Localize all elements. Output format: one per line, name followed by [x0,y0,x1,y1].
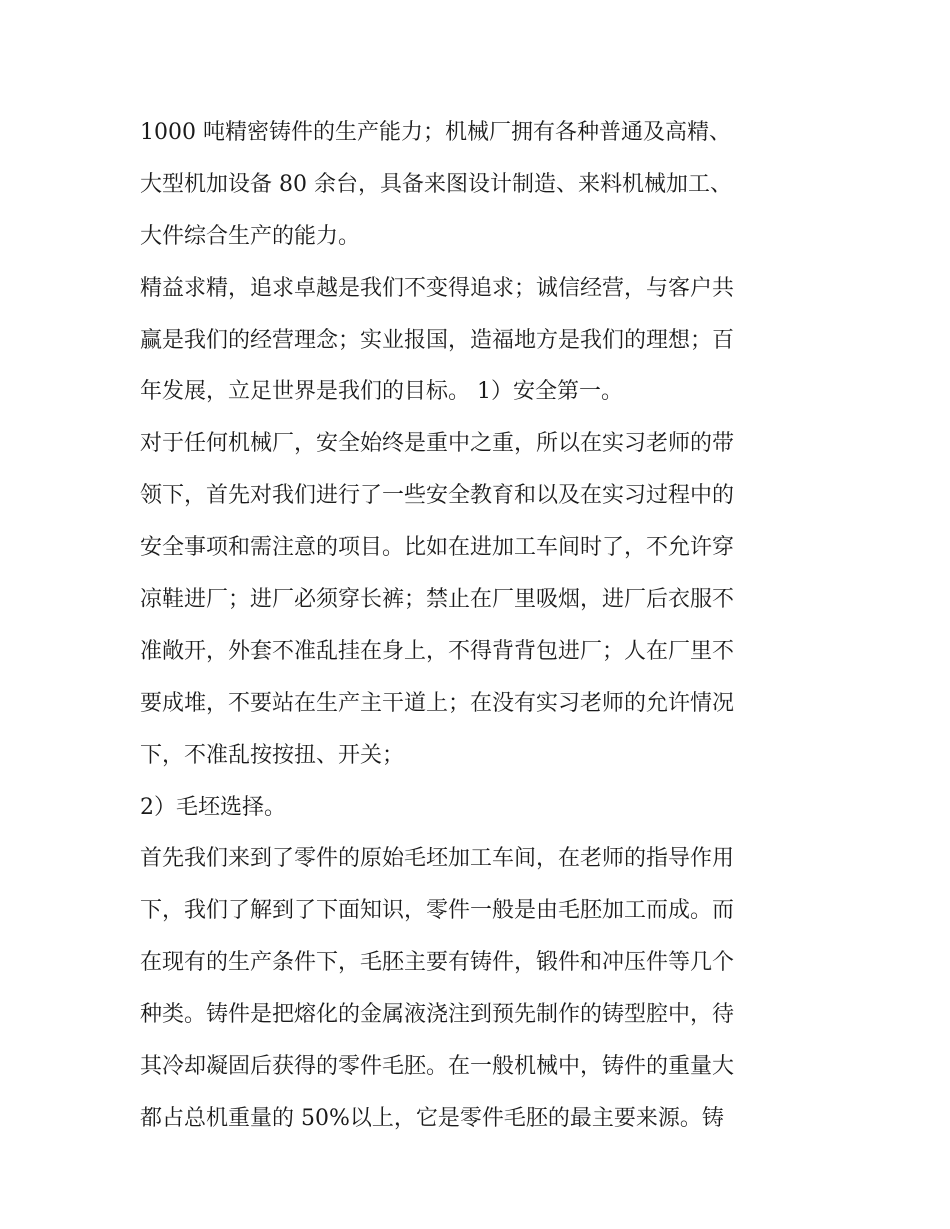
text-line: 对于任何机械厂，安全始终是重中之重，所以在实习老师的带 [140,431,735,457]
text-line: 大件综合生产的能力。 [140,223,361,249]
text-line: 凉鞋进厂；进厂必须穿长裤；禁止在厂里吸烟，进厂后衣服不 [140,587,735,613]
text-line: 准敞开，外套不准乱挂在身上，不得背背包进厂；人在厂里不 [140,638,735,664]
text-line: 赢是我们的经营理念；实业报国，造福地方是我们的理想；百 [140,327,735,353]
text-line: 首先我们来到了零件的原始毛坯加工车间，在老师的指导作用 [140,846,735,872]
text-line: 领下，首先对我们进行了一些安全教育和以及在实习过程中的 [140,483,735,509]
text-line: 都占总机重量的 50%以上，它是零件毛胚的最主要来源。铸 [140,1105,724,1131]
text-line: 要成堆，不要站在生产主干道上；在没有实习老师的允许情况 [140,690,735,716]
text-line: 下，不准乱按按扭、开关； [140,742,405,768]
text-line: 下，我们了解到了下面知识，零件一般是由毛胚加工而成。而 [140,898,735,924]
text-line: 安全事项和需注意的项目。比如在进加工车间时了，不允许穿 [140,535,735,561]
text-line: 在现有的生产条件下，毛胚主要有铸件，锻件和冲压件等几个 [140,950,735,976]
text-line: 1000 吨精密铸件的生产能力；机械厂拥有各种普通及高精、 [140,120,731,145]
text-line: 种类。铸件是把熔化的金属液浇注到预先制作的铸型腔中，待 [140,1002,735,1028]
text-line: 大型机加设备 80 余台，具备来图设计制造、来料机械加工、 [140,171,732,197]
text-line: 2）毛坯选择。 [140,794,286,820]
body-text [140,107,820,1145]
text-line: 其冷却凝固后获得的零件毛胚。在一般机械中，铸件的重量大 [140,1054,735,1080]
text-line: 精益求精，追求卓越是我们不变得追求；诚信经营，与客户共 [140,275,735,301]
text-line: 年发展，立足世界是我们的目标。 1）安全第一。 [140,379,623,405]
